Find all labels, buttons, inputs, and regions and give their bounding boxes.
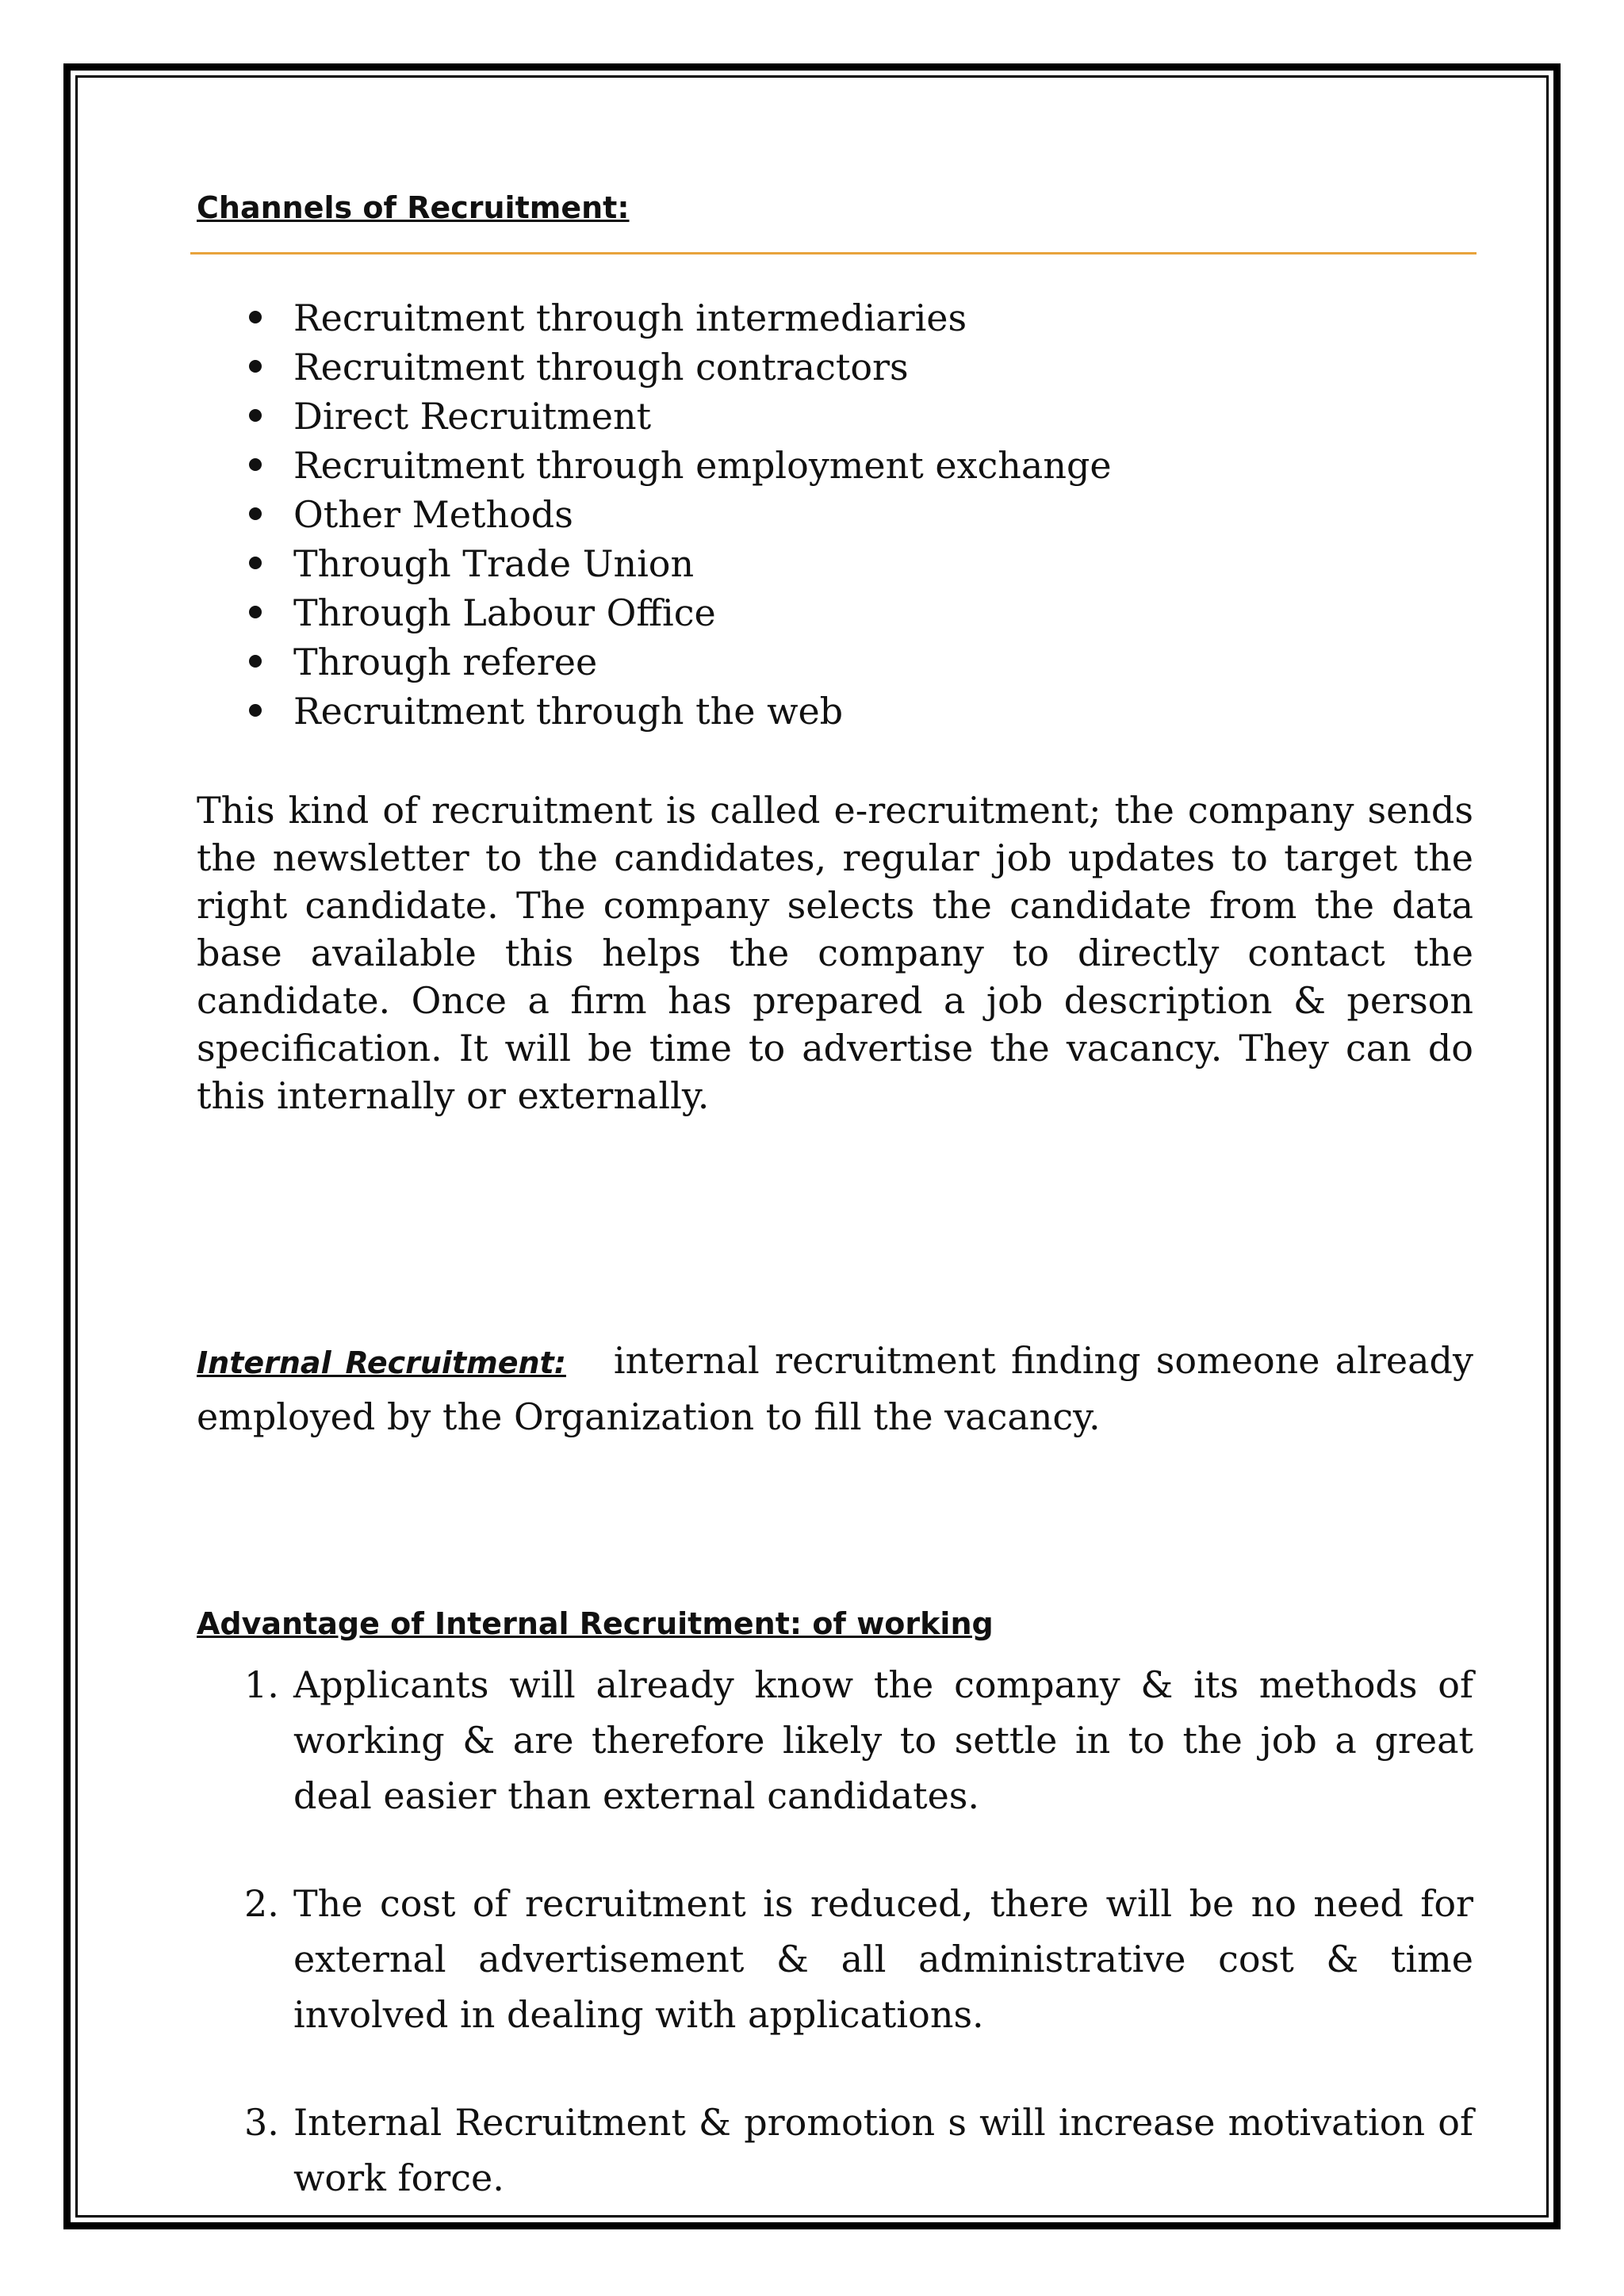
bullet-icon [249, 311, 262, 323]
item-number: 2. [244, 1882, 279, 1925]
e-recruitment-paragraph: This kind of recruitment is called e-recruitment; the company sends the newsletter to the candidates, regular job updates to target the right candidate. The company selects the candidate from the data base available this helps the company to directly contact the candidate. Once a firm has prepared a job description & person specification. It will be time to advertise the vacancy. They can do this internally or externally. [197, 789, 1473, 1117]
list-item: Recruitment through intermediaries [244, 293, 1112, 342]
bullet-icon [249, 655, 262, 668]
list-item [244, 1876, 1473, 2042]
item-number: 1. [244, 1663, 279, 1706]
internal-recruitment-text: internal recruitment finding someone already employed by the Organization to fill the vacancy. [197, 1339, 1473, 1438]
document-content [197, 190, 1473, 2199]
bullet-icon [249, 606, 262, 618]
bullet-icon [249, 557, 262, 569]
list-item: Other Methods [244, 490, 1112, 539]
list-item: Recruitment through employment exchange [244, 441, 1112, 490]
list-item: Through Trade Union [244, 539, 1112, 588]
list-item: Recruitment through contractors [244, 342, 1112, 392]
item-text: The cost of recruitment is reduced, there will be no need for external advertisement & all administrative cost & time involved in dealing with applications. [293, 1882, 1473, 2036]
list-item [244, 1657, 1473, 1823]
list-item: Through Labour Office [244, 588, 1112, 637]
list-item: Recruitment through the web [244, 687, 1112, 736]
bullet-icon [249, 507, 262, 520]
advantages-list [244, 1657, 1473, 2258]
heading-divider [190, 252, 1477, 254]
internal-recruitment-label: Internal Recruitment: [197, 1345, 566, 1380]
bullet-icon [249, 409, 262, 422]
bullet-icon [249, 458, 262, 471]
list-item: Direct Recruitment [244, 392, 1112, 441]
item-number: 3. [244, 2101, 279, 2144]
list-item: Through referee [244, 637, 1112, 687]
list-item [244, 2095, 1473, 2206]
bullet-icon [249, 704, 262, 717]
item-text: Internal Recruitment & promotion s will increase motivation of work force. [293, 2101, 1473, 2199]
advantages-heading: Advantage of Internal Recruitment: of working [197, 1606, 994, 1641]
item-text: Applicants will already know the company & its methods of working & are therefore likely to settle in to the job a great deal easier than external candidates. [293, 1663, 1473, 1817]
channels-heading: Channels of Recruitment: [197, 190, 630, 225]
internal-recruitment-paragraph [197, 1334, 1473, 1444]
channels-list [244, 293, 1112, 736]
bullet-icon [249, 360, 262, 373]
